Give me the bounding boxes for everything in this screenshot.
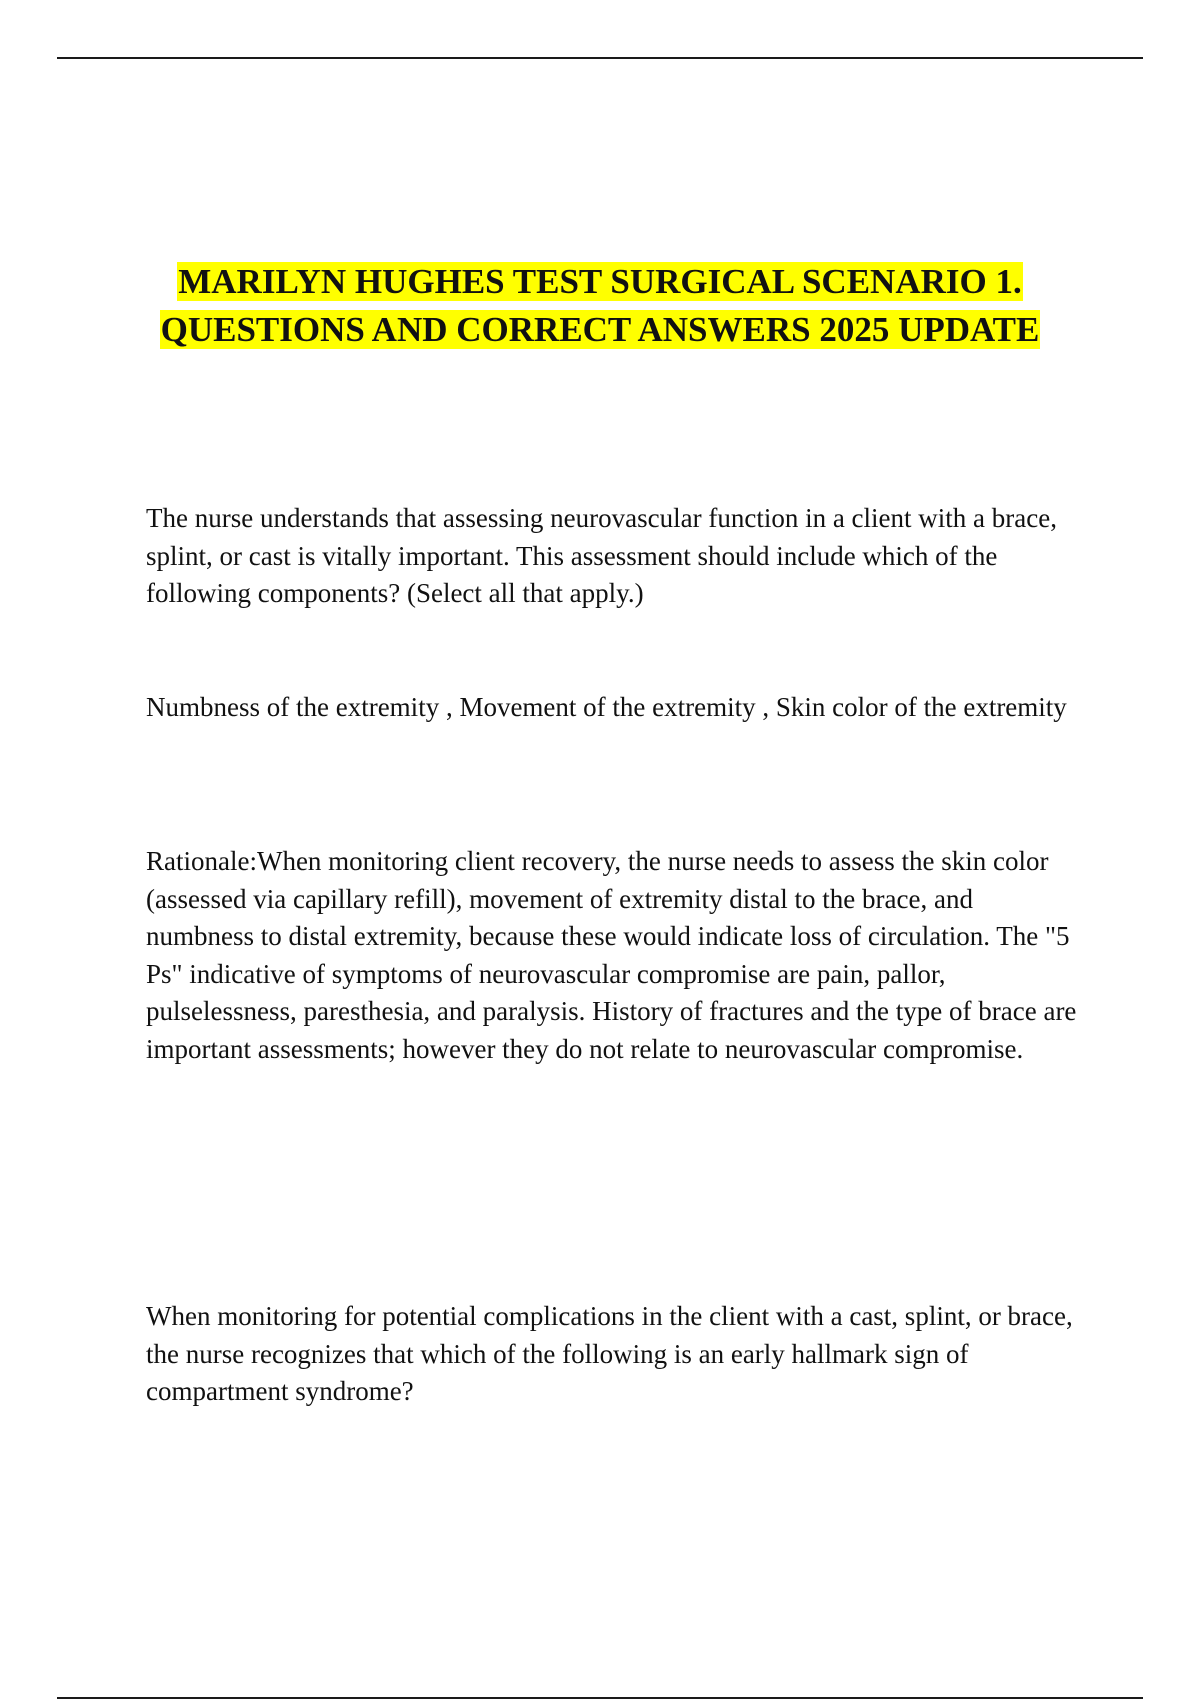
bottom-divider: [57, 1697, 1143, 1699]
top-divider: [57, 57, 1143, 59]
rationale-1: Rationale:When monitoring client recovery, the nurse needs to assess the skin color (assessed via capillary refill), movement of extremity distal to the brace, and numbness to distal extremity, because these would indicate loss of circulation. The "5 Ps" indicative of symptoms of neurovascular compromise are pain, pallor, pulselessness, paresthesia, and paralysis. History of fractures and the type of brace are important assessments; however they do not relate to neurovascular compromise.: [146, 846, 1077, 1064]
title-line-2: QUESTIONS AND CORRECT ANSWERS 2025 UPDATE: [160, 310, 1040, 349]
answer-1: Numbness of the extremity , Movement of the extremity , Skin color of the extremity: [146, 692, 1067, 722]
question-1: The nurse understands that assessing neurovascular function in a client with a brace, splint, or cast is vitally important. This assessment should include which of the following components? (Select all that apply.): [146, 503, 1057, 608]
title-line-1: MARILYN HUGHES TEST SURGICAL SCENARIO 1.: [178, 262, 1022, 301]
question-2: When monitoring for potential complications in the client with a cast, splint, or brace, the nurse recognizes that which of the following is an early hallmark sign of compartment syndrome?: [146, 1301, 1073, 1406]
document-title: [100, 258, 1100, 354]
